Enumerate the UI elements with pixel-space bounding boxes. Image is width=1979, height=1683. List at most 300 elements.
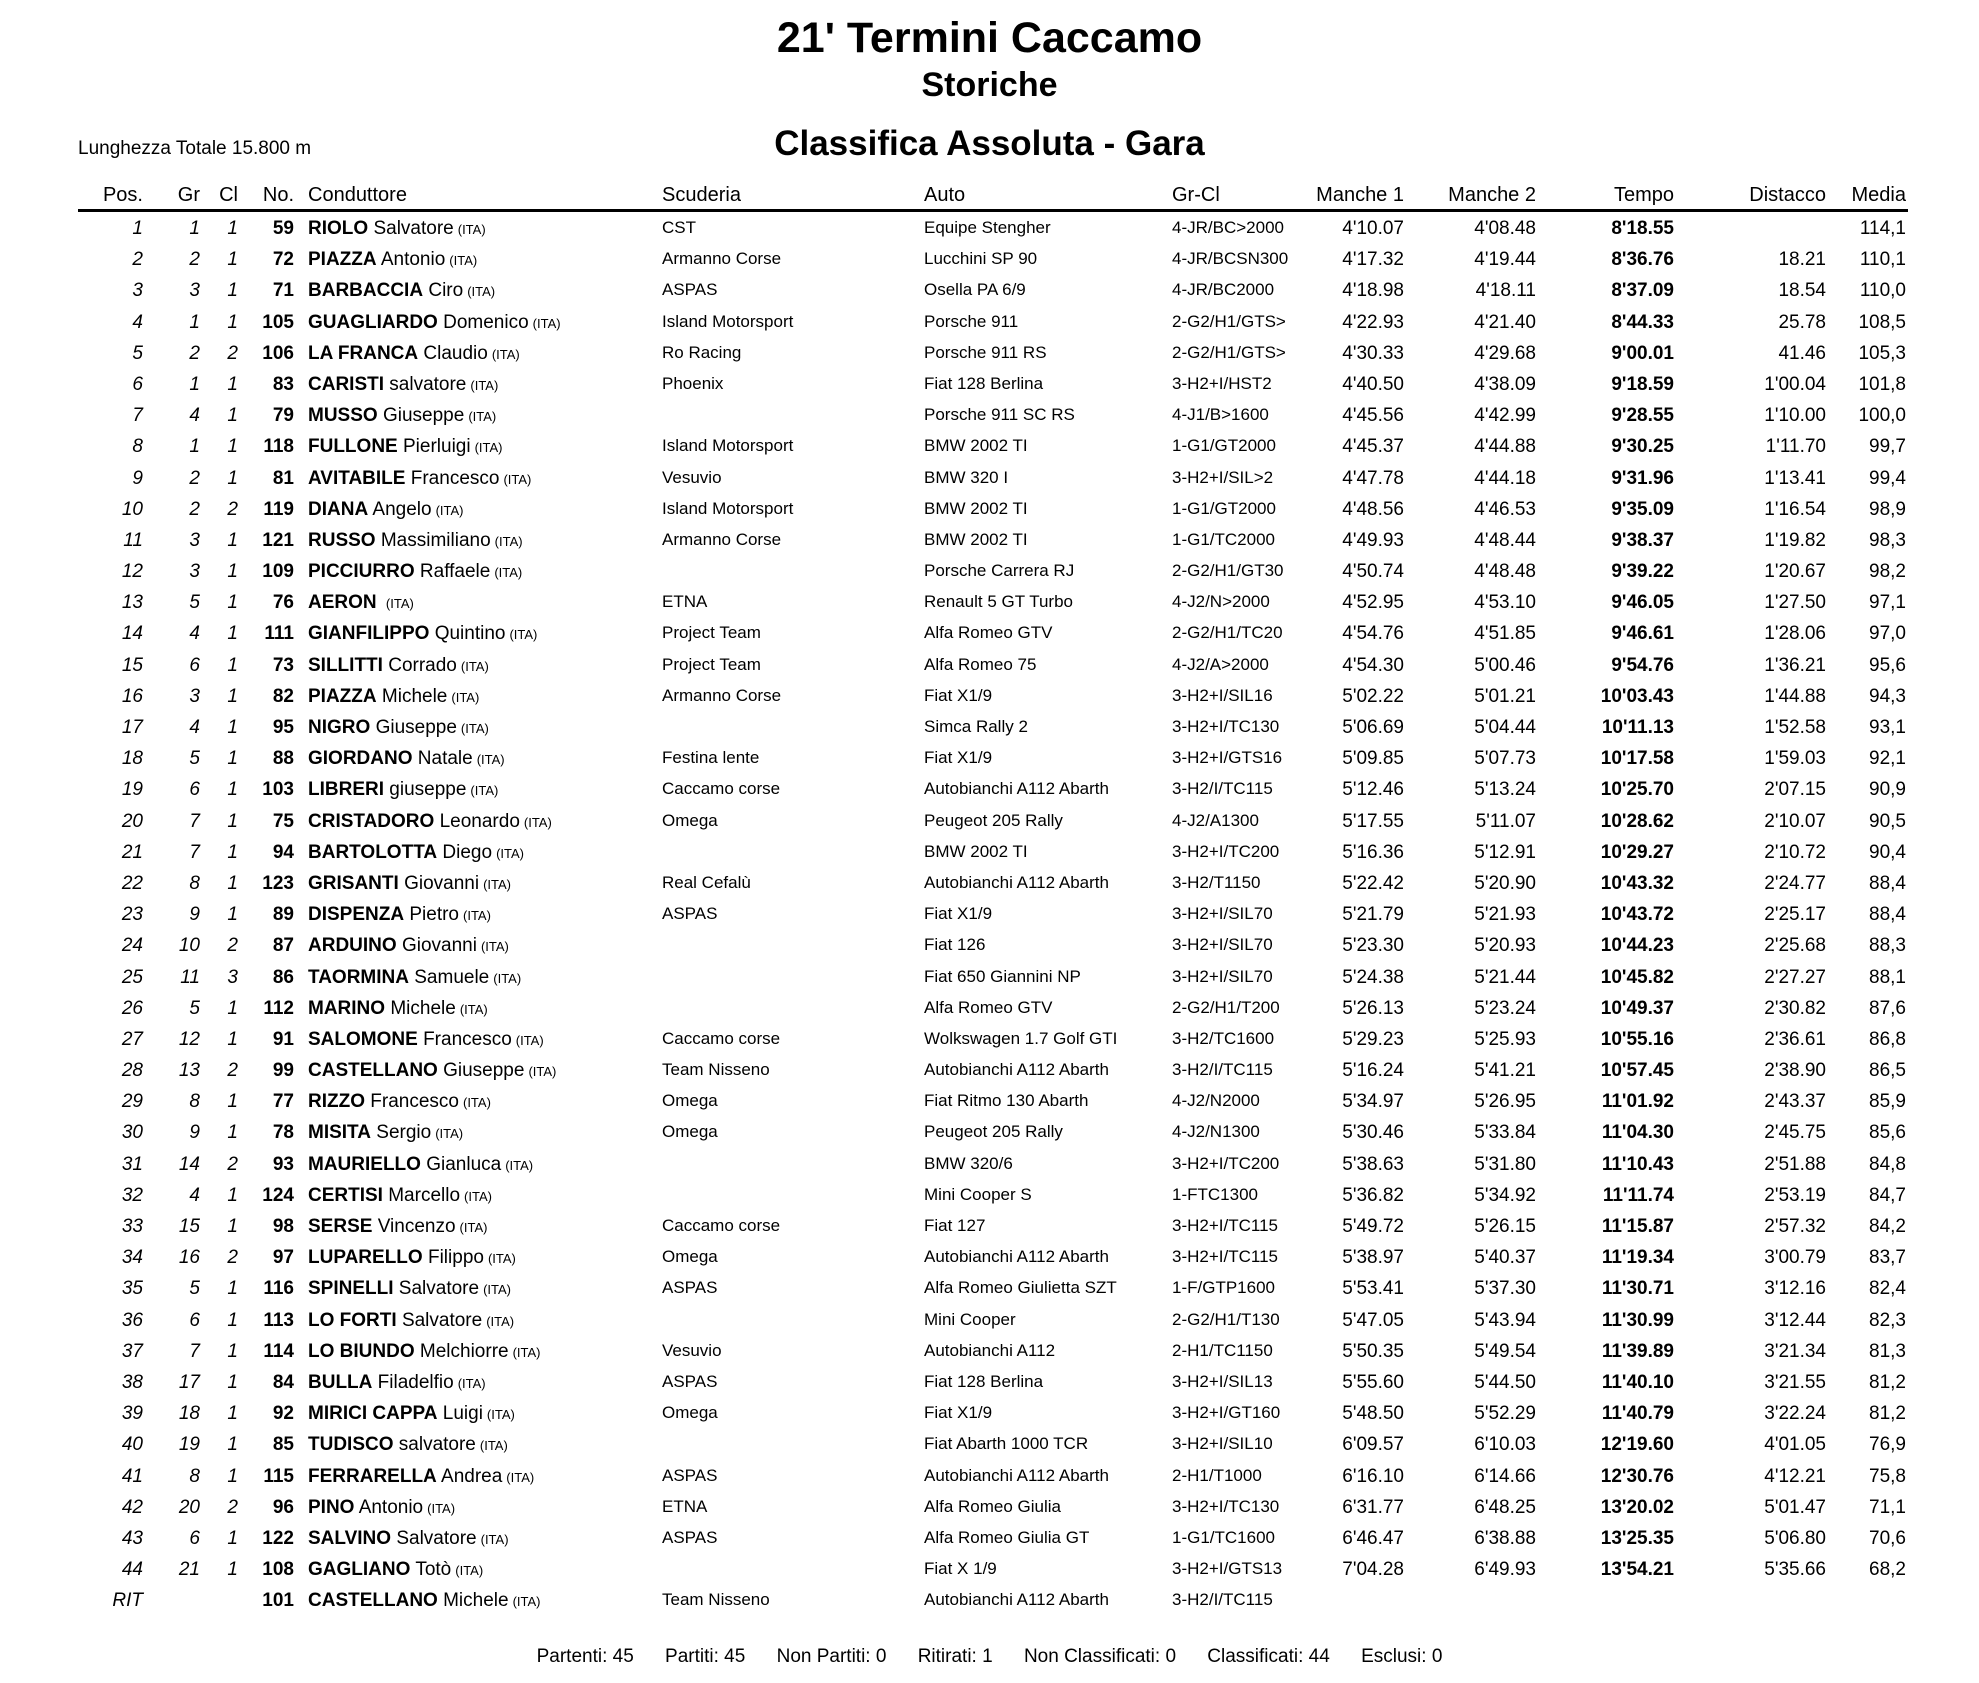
cell-time: 11'39.89 xyxy=(1601,1340,1674,1362)
cell-gr: 6 xyxy=(189,779,200,801)
cell-cl: 1 xyxy=(227,592,238,614)
cell-car: Mini Cooper xyxy=(924,1309,1016,1329)
cell-team: Project Team xyxy=(662,623,761,643)
event-title: 21' Termini Caccamo xyxy=(776,14,1203,62)
cell-driver xyxy=(308,1185,648,1207)
cell-manche2: 6'48.25 xyxy=(1474,1496,1536,1518)
cell-number: 99 xyxy=(272,1060,294,1082)
driver-name: Francesco xyxy=(370,1091,459,1113)
cell-gap: 5'01.47 xyxy=(1764,1496,1826,1518)
driver-nationality: (ITA) xyxy=(523,814,552,830)
table-row xyxy=(0,218,1979,249)
cell-team: Project Team xyxy=(662,654,761,674)
cell-car: Fiat Abarth 1000 TCR xyxy=(924,1434,1089,1454)
cell-manche1: 4'47.78 xyxy=(1342,467,1404,489)
cell-manche2: 5'44.50 xyxy=(1474,1371,1536,1393)
cell-number: 76 xyxy=(272,592,294,614)
cell-gr: 1 xyxy=(189,218,200,239)
cell-car: Fiat X 1/9 xyxy=(924,1559,997,1579)
cell-time: 9'46.05 xyxy=(1611,592,1674,614)
cell-number: 79 xyxy=(272,405,294,427)
cell-manche1: 5'49.72 xyxy=(1342,1216,1404,1237)
cell-avg: 94,3 xyxy=(1869,685,1906,707)
cell-grcl: 1-G1/TC1600 xyxy=(1172,1527,1275,1547)
header-cl: Cl xyxy=(219,184,238,206)
cell-pos: 24 xyxy=(121,935,143,957)
cell-gap: 1'00.04 xyxy=(1764,373,1826,395)
cell-number: 83 xyxy=(272,373,294,395)
cell-team: ETNA xyxy=(662,1496,708,1516)
cell-number: 122 xyxy=(262,1527,294,1549)
driver-surname: LA FRANCA xyxy=(308,342,419,364)
table-row xyxy=(0,499,1979,530)
driver-nationality: (ITA) xyxy=(457,222,486,237)
driver-name: Pierluigi xyxy=(403,436,471,458)
cell-gap: 2'25.17 xyxy=(1764,904,1826,926)
driver-surname: TAORMINA xyxy=(308,966,409,988)
cell-manche2: 5'40.37 xyxy=(1474,1247,1536,1269)
cell-avg: 76,9 xyxy=(1869,1434,1906,1456)
cell-time: 10'49.37 xyxy=(1600,997,1674,1019)
driver-nationality: (ITA) xyxy=(462,1095,491,1111)
cell-team: ASPAS xyxy=(662,904,718,924)
cell-grcl: 4-J2/A>2000 xyxy=(1172,654,1269,674)
cell-avg: 85,9 xyxy=(1869,1091,1906,1113)
cell-avg: 82,4 xyxy=(1869,1278,1906,1300)
cell-gap: 2'38.90 xyxy=(1764,1060,1826,1082)
cell-manche1: 6'31.77 xyxy=(1342,1496,1404,1518)
cell-team: Caccamo corse xyxy=(662,1028,781,1048)
cell-avg: 75,8 xyxy=(1869,1465,1906,1487)
driver-name: Massimiliano xyxy=(380,529,491,551)
cell-car: Porsche 911 SC RS xyxy=(924,405,1075,425)
cell-cl: 1 xyxy=(227,249,238,271)
driver-nationality: (ITA) xyxy=(459,1220,488,1235)
cell-manche2: 5'11.07 xyxy=(1475,810,1536,832)
cell-gap: 2'10.07 xyxy=(1764,810,1826,832)
cell-cl: 1 xyxy=(227,1122,238,1144)
cell-gap: 4'01.05 xyxy=(1764,1434,1826,1456)
cell-time: 10'28.62 xyxy=(1600,810,1674,832)
cell-gr: 2 xyxy=(189,342,200,364)
cell-team: Caccamo corse xyxy=(662,1216,781,1235)
cell-time: 8'37.09 xyxy=(1611,280,1674,302)
cell-gr: 8 xyxy=(189,872,200,894)
cell-manche2: 5'20.90 xyxy=(1474,872,1536,894)
table-row xyxy=(0,686,1979,717)
cell-team: Omega xyxy=(662,1091,718,1111)
cell-driver xyxy=(308,343,648,365)
driver-surname: MUSSO xyxy=(308,405,378,427)
driver-surname: GAGLIANO xyxy=(308,1559,411,1581)
cell-manche1: 5'36.82 xyxy=(1342,1184,1404,1206)
driver-nationality: (ITA) xyxy=(486,1313,515,1329)
cell-car: BMW 2002 TI xyxy=(924,529,1028,549)
driver-name: Angelo xyxy=(372,498,432,520)
cell-grcl: 2-G2/H1/GT30 xyxy=(1172,561,1284,581)
driver-surname: CASTELLANO xyxy=(308,1590,438,1612)
cell-number: 93 xyxy=(272,1153,294,1175)
cell-grcl: 2-H1/TC1150 xyxy=(1172,1340,1273,1360)
cell-team: Team Nisseno xyxy=(662,1060,770,1080)
cell-time: 9'54.76 xyxy=(1611,654,1674,676)
cell-gap: 1'52.58 xyxy=(1764,717,1826,738)
cell-cl: 1 xyxy=(227,218,238,239)
footer-partenti: Partenti: 45 xyxy=(536,1646,634,1667)
cell-pos: 8 xyxy=(132,436,143,458)
table-row xyxy=(0,1559,1979,1590)
cell-avg: 101,8 xyxy=(1858,373,1906,395)
cell-gr: 3 xyxy=(189,561,200,583)
cell-grcl: 2-G2/H1/TC20 xyxy=(1172,623,1283,643)
driver-nationality: (ITA) xyxy=(449,253,478,269)
cell-cl: 3 xyxy=(227,966,238,988)
cell-gap: 2'30.82 xyxy=(1764,997,1826,1019)
cell-gap: 3'12.44 xyxy=(1764,1309,1826,1331)
cell-grcl: 4-J2/N1300 xyxy=(1172,1122,1260,1142)
cell-manche2: 5'25.93 xyxy=(1474,1028,1536,1050)
cell-pos: 22 xyxy=(121,872,143,894)
driver-surname: LIBRERI xyxy=(308,779,384,801)
cell-car: Lucchini SP 90 xyxy=(924,249,1038,269)
driver-name: Antonio xyxy=(380,249,446,271)
driver-surname: FULLONE xyxy=(308,436,398,458)
event-subtitle: Storiche xyxy=(921,66,1058,104)
cell-gr: 3 xyxy=(189,685,200,707)
cell-grcl: 3-H2+I/GT160 xyxy=(1172,1403,1281,1423)
cell-pos: 37 xyxy=(121,1340,143,1362)
driver-name: Filippo xyxy=(427,1247,484,1269)
cell-gr: 20 xyxy=(178,1496,200,1518)
driver-name: Sergio xyxy=(376,1122,432,1144)
cell-manche2: 5'12.91 xyxy=(1474,841,1536,863)
driver-surname: CERTISI xyxy=(308,1184,383,1206)
cell-team: Vesuvio xyxy=(662,1340,722,1360)
cell-avg: 92,1 xyxy=(1869,748,1906,770)
table-row xyxy=(0,1185,1979,1216)
cell-time: 9'00.01 xyxy=(1611,342,1674,364)
cell-time: 10'55.16 xyxy=(1600,1028,1674,1050)
cell-car: Osella PA 6/9 xyxy=(924,280,1026,300)
cell-car: Porsche 911 RS xyxy=(924,342,1047,362)
driver-surname: GIANFILIPPO xyxy=(308,623,430,645)
cell-team: Ro Racing xyxy=(662,342,742,362)
table-row xyxy=(0,623,1979,654)
cell-manche1: 5'24.38 xyxy=(1342,966,1404,988)
cell-pos: 30 xyxy=(121,1122,143,1144)
driver-nationality: (ITA) xyxy=(463,908,491,924)
cell-gap: 1'44.88 xyxy=(1764,685,1826,707)
cell-driver xyxy=(308,1466,648,1488)
footer-partiti: Partiti: 45 xyxy=(665,1646,746,1667)
cell-cl: 2 xyxy=(227,1247,238,1269)
header-gr: Gr xyxy=(177,184,200,206)
cell-car: Fiat 128 Berlina xyxy=(924,373,1044,393)
cell-car: Autobianchi A112 Abarth xyxy=(924,1060,1109,1080)
header-gap: Distacco xyxy=(1749,184,1826,206)
cell-manche1: 4'45.56 xyxy=(1342,405,1404,427)
cell-time: 9'18.59 xyxy=(1611,373,1674,395)
cell-avg: 82,3 xyxy=(1869,1309,1906,1331)
table-row xyxy=(0,1372,1979,1403)
cell-number: 89 xyxy=(272,904,294,926)
cell-avg: 84,7 xyxy=(1869,1184,1906,1206)
cell-manche2: 5'34.92 xyxy=(1474,1184,1536,1206)
driver-surname: TUDISCO xyxy=(308,1434,394,1456)
cell-gap: 2'51.88 xyxy=(1764,1153,1826,1175)
cell-driver xyxy=(308,312,648,334)
cell-number: 87 xyxy=(272,935,294,957)
cell-time: 10'11.13 xyxy=(1601,717,1674,738)
cell-grcl: 3-H2+I/SIL70 xyxy=(1172,935,1273,955)
cell-time: 9'39.22 xyxy=(1611,561,1674,583)
cell-avg: 88,1 xyxy=(1869,966,1906,988)
cell-driver xyxy=(308,1278,648,1300)
cell-manche1: 4'52.95 xyxy=(1342,592,1404,614)
driver-surname: ARDUINO xyxy=(308,935,397,957)
cell-cl: 1 xyxy=(227,997,238,1019)
cell-grcl: 1-G1/TC2000 xyxy=(1172,529,1275,549)
cell-car: Fiat Ritmo 130 Abarth xyxy=(924,1091,1089,1111)
cell-grcl: 3-H2+I/GTS13 xyxy=(1172,1559,1283,1579)
cell-time: 10'45.82 xyxy=(1600,966,1674,988)
cell-pos: 16 xyxy=(121,685,143,707)
cell-manche1: 5'12.46 xyxy=(1342,779,1404,801)
cell-manche2: 4'44.18 xyxy=(1474,467,1536,489)
cell-manche2: 5'37.30 xyxy=(1474,1278,1536,1300)
cell-manche1: 5'22.42 xyxy=(1342,872,1404,894)
driver-nationality: (ITA) xyxy=(486,1407,515,1423)
cell-gap: 1'27.50 xyxy=(1764,592,1826,614)
cell-grcl: 1-FTC1300 xyxy=(1172,1184,1258,1204)
cell-number: 97 xyxy=(272,1247,294,1269)
cell-cl: 1 xyxy=(227,436,238,458)
cell-gr: 14 xyxy=(178,1153,200,1175)
cell-gap: 18.21 xyxy=(1778,249,1826,271)
cell-manche2: 5'20.93 xyxy=(1474,935,1536,957)
cell-pos: 31 xyxy=(121,1153,143,1175)
cell-manche1: 5'38.97 xyxy=(1342,1247,1404,1269)
cell-cl: 1 xyxy=(227,405,238,427)
cell-gr: 17 xyxy=(178,1371,200,1393)
cell-cl: 1 xyxy=(227,872,238,894)
cell-grcl: 2-G2/H1/T130 xyxy=(1172,1309,1280,1329)
driver-surname: DIANA xyxy=(308,498,369,520)
cell-cl: 1 xyxy=(227,810,238,832)
header-car: Auto xyxy=(924,184,966,206)
cell-gr: 6 xyxy=(189,654,200,676)
cell-manche2: 4'53.10 xyxy=(1474,592,1536,614)
driver-nationality: (ITA) xyxy=(503,471,532,487)
cell-avg: 86,5 xyxy=(1869,1060,1906,1082)
cell-pos: 4 xyxy=(132,311,143,333)
cell-manche2: 6'10.03 xyxy=(1474,1434,1536,1456)
cell-driver xyxy=(308,842,648,864)
cell-car: Wolkswagen 1.7 Golf GTI xyxy=(924,1028,1118,1048)
cell-manche2: 5'13.24 xyxy=(1474,779,1536,801)
cell-avg: 88,4 xyxy=(1869,904,1906,926)
cell-avg: 84,2 xyxy=(1869,1216,1906,1237)
table-row xyxy=(0,468,1979,499)
table-row xyxy=(0,935,1979,966)
cell-cl: 1 xyxy=(227,1278,238,1300)
driver-nationality: (ITA) xyxy=(487,1251,516,1267)
cell-pos: 40 xyxy=(121,1434,143,1456)
cell-cl: 1 xyxy=(227,1434,238,1456)
driver-nationality: (ITA) xyxy=(494,565,523,581)
cell-time: 8'36.76 xyxy=(1611,249,1674,271)
driver-nationality: (ITA) xyxy=(512,1594,541,1610)
footer-classificati: Classificati: 44 xyxy=(1207,1646,1330,1667)
cell-gap: 3'21.55 xyxy=(1764,1371,1826,1393)
cell-team: Island Motorsport xyxy=(662,311,794,331)
driver-name: salvatore xyxy=(389,373,467,395)
cell-cl: 1 xyxy=(227,529,238,551)
cell-manche2: 4'44.88 xyxy=(1474,436,1536,458)
cell-pos: 5 xyxy=(132,342,143,364)
cell-cl: 2 xyxy=(227,1496,238,1518)
driver-surname: PIAZZA xyxy=(308,249,377,271)
cell-manche2: 5'01.21 xyxy=(1474,685,1536,707)
cell-time: 9'28.55 xyxy=(1611,405,1674,427)
cell-grcl: 4-JR/BC2000 xyxy=(1172,280,1275,300)
driver-surname: PINO xyxy=(308,1496,355,1518)
driver-nationality: (ITA) xyxy=(505,1157,534,1173)
cell-pos: RIT xyxy=(112,1590,143,1612)
cell-manche1: 4'17.32 xyxy=(1342,249,1404,271)
cell-car: Autobianchi A112 Abarth xyxy=(924,1590,1109,1610)
cell-car: Alfa Romeo 75 xyxy=(924,654,1037,674)
cell-grcl: 3-H2+I/SIL>2 xyxy=(1172,467,1274,487)
cell-grcl: 2-G2/H1/T200 xyxy=(1172,997,1280,1017)
cell-avg: 84,8 xyxy=(1869,1153,1906,1175)
cell-manche1: 5'02.22 xyxy=(1342,685,1404,707)
driver-name: Andrea xyxy=(441,1465,503,1487)
cell-number: 111 xyxy=(264,623,294,645)
cell-driver xyxy=(308,468,648,490)
cell-cl: 1 xyxy=(227,1559,238,1581)
cell-number: 85 xyxy=(272,1434,294,1456)
table-row xyxy=(0,1278,1979,1309)
driver-name: Francesco xyxy=(410,467,500,489)
cell-manche2: 4'29.68 xyxy=(1474,342,1536,364)
cell-pos: 13 xyxy=(121,592,143,614)
driver-nationality: (ITA) xyxy=(468,409,497,425)
cell-manche1: 4'49.93 xyxy=(1342,529,1404,551)
cell-manche2: 5'07.73 xyxy=(1474,748,1536,770)
driver-surname: BARTOLOTTA xyxy=(308,841,438,863)
cell-manche1: 6'46.47 xyxy=(1342,1527,1404,1549)
header-pos: Pos. xyxy=(102,184,143,206)
table-row xyxy=(0,1029,1979,1060)
header-grcl: Gr-Cl xyxy=(1172,184,1220,206)
cell-pos: 39 xyxy=(121,1403,143,1425)
table-row xyxy=(0,374,1979,405)
cell-avg: 83,7 xyxy=(1869,1247,1906,1269)
cell-gap: 1'10.00 xyxy=(1764,405,1826,427)
cell-cl: 1 xyxy=(227,779,238,801)
driver-nationality: (ITA) xyxy=(470,377,499,393)
cell-team: Omega xyxy=(662,1247,718,1267)
cell-car: Fiat 127 xyxy=(924,1216,986,1235)
driver-name: Michele xyxy=(443,1590,509,1612)
cell-car: BMW 2002 TI xyxy=(924,436,1028,456)
cell-manche1: 5'21.79 xyxy=(1342,904,1404,926)
cell-car: Porsche Carrera RJ xyxy=(924,561,1075,581)
driver-nationality: (ITA) xyxy=(494,533,523,549)
table-row xyxy=(0,312,1979,343)
table-row xyxy=(0,779,1979,810)
cell-cl: 1 xyxy=(227,311,238,333)
cell-avg: 110,0 xyxy=(1859,280,1906,302)
cell-gr: 16 xyxy=(178,1247,200,1269)
table-row xyxy=(0,1590,1979,1621)
cell-driver xyxy=(308,1216,648,1238)
cell-number: 88 xyxy=(272,748,294,770)
cell-manche2: 5'21.44 xyxy=(1474,966,1536,988)
cell-grcl: 3-H2/T1150 xyxy=(1172,872,1261,892)
cell-cl: 2 xyxy=(227,498,238,520)
cell-driver xyxy=(308,623,648,645)
cell-cl: 2 xyxy=(227,935,238,957)
cell-manche2: 4'38.09 xyxy=(1474,373,1536,395)
cell-team: Armanno Corse xyxy=(662,529,782,549)
footer-ritirati: Ritirati: 1 xyxy=(917,1646,993,1667)
cell-team: ASPAS xyxy=(662,280,718,300)
cell-time: 11'15.87 xyxy=(1601,1216,1674,1237)
cell-car: Autobianchi A112 Abarth xyxy=(924,1465,1109,1485)
driver-nationality: (ITA) xyxy=(455,1563,484,1579)
cell-gr: 15 xyxy=(178,1216,200,1237)
cell-time: 11'10.43 xyxy=(1601,1153,1674,1175)
cell-gap: 5'35.66 xyxy=(1764,1559,1826,1581)
table-row xyxy=(0,249,1979,280)
cell-number: 96 xyxy=(272,1496,294,1518)
driver-surname: MAURIELLO xyxy=(308,1153,421,1175)
cell-driver xyxy=(308,249,648,271)
cell-gap: 2'10.72 xyxy=(1764,841,1826,863)
cell-gr: 4 xyxy=(189,717,200,738)
cell-grcl: 1-G1/GT2000 xyxy=(1172,436,1276,456)
cell-car: Simca Rally 2 xyxy=(924,717,1028,736)
cell-driver xyxy=(308,1341,648,1363)
cell-driver xyxy=(308,1029,648,1051)
cell-car: Fiat 650 Giannini NP xyxy=(924,966,1081,986)
cell-gap: 2'45.75 xyxy=(1764,1122,1826,1144)
cell-gap: 1'11.70 xyxy=(1765,436,1826,458)
cell-cl: 1 xyxy=(227,280,238,302)
table-row xyxy=(0,904,1979,935)
cell-time: 11'19.34 xyxy=(1601,1247,1674,1269)
cell-gr: 10 xyxy=(178,935,200,957)
driver-nationality: (ITA) xyxy=(435,1126,464,1142)
cell-grcl: 3-H2+I/SIL13 xyxy=(1172,1371,1273,1391)
cell-manche1: 4'48.56 xyxy=(1342,498,1404,520)
cell-driver xyxy=(308,1497,648,1519)
cell-car: Alfa Romeo Giulia xyxy=(924,1496,1062,1516)
cell-manche2: 5'00.46 xyxy=(1474,654,1536,676)
cell-time: 10'57.45 xyxy=(1600,1060,1674,1082)
driver-nationality: (ITA) xyxy=(515,1032,544,1048)
driver-name: Salvatore xyxy=(396,1527,477,1549)
cell-driver xyxy=(308,1403,648,1425)
cell-car: Autobianchi A112 xyxy=(924,1340,1056,1360)
table-row xyxy=(0,967,1979,998)
cell-team: Armanno Corse xyxy=(662,685,782,705)
cell-number: 84 xyxy=(272,1371,294,1393)
cell-cl: 1 xyxy=(227,654,238,676)
driver-name: Quintino xyxy=(434,623,506,645)
